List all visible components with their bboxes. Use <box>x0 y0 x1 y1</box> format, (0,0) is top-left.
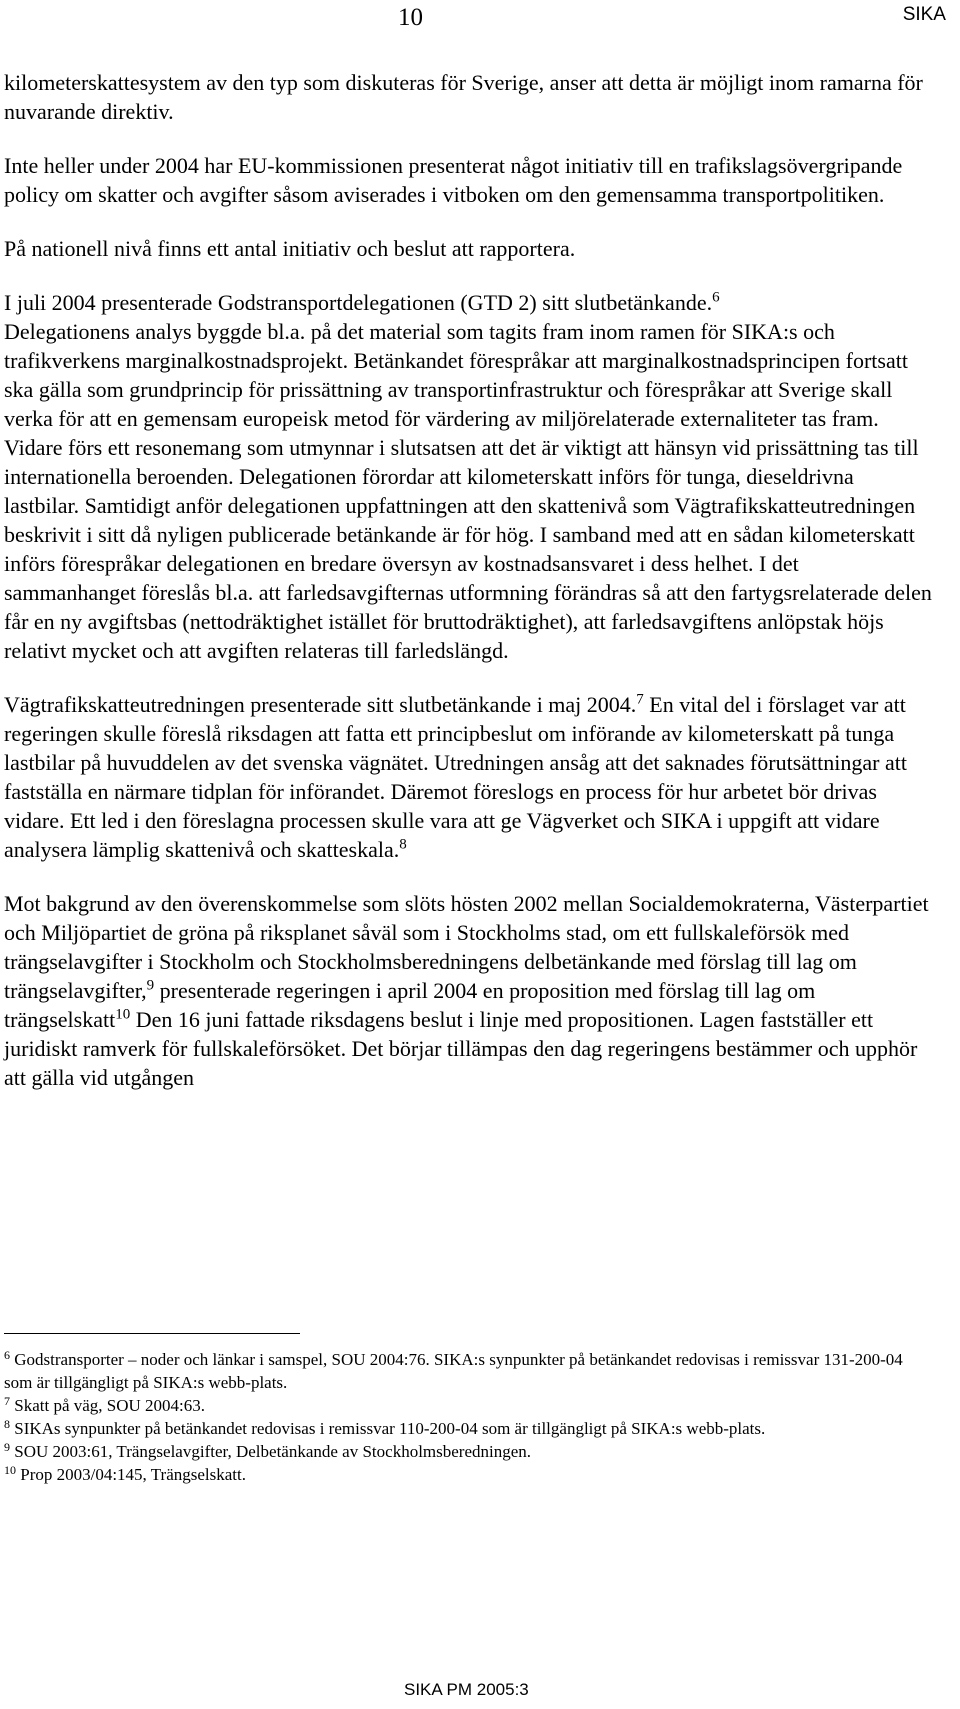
paragraph-4: Delegationens analys byggde bl.a. på det material som tagits fram inom ramen för SIKA:s och trafikverkens marginalkostnadsprojekt. Betänkandet förespråkar att marginalkostnadsprincipen fortsatt ska gälla som grundprincip för prissättning av transportinfrastruktur och förespråkar att Sverige skall verka för att en gemensam europeisk metod för värdering av miljörelaterade externaliteter tas fram. Vidare förs ett resonemang som utmynnar i slutsatsen att det är viktigt att hänsyn vid prissättning tas till internationella beroenden. Delegationen förordar att kilometerskatt införs för tunga, dieseldrivna lastbilar. Samtidigt anför delegationen uppfattningen att den skattenivå som Vägtrafikskatteutredningen beskrivit i sitt då nyligen publicerade betänkande är för hög. I samband med att en sådan kilometerskatt införs förespråkar delegationen en bredare översyn av kostnadsansvaret i dess helhet. I det sammanhanget föreslås bl.a. att farledsavgifternas utformning förändras så att den fartygsrelaterade delen får en ny avgiftsbas (nettodräktighet istället för bruttodräktighet), att farledsavgiftens anlöpstak höjs relativt mycket och att avgiften relateras till farledslängd. <box>4 319 932 663</box>
footnote-text: SIKAs synpunkter på betänkandet redovisas i remissvar 110-200-04 som är tillgängligt på SIKA:s webb-plats. <box>14 1419 766 1438</box>
footnote-number: 6 <box>4 1348 10 1362</box>
footnote-item <box>4 1348 934 1394</box>
footnote-number: 10 <box>4 1463 16 1477</box>
footnote-ref-9: 9 <box>146 977 155 994</box>
header-org-label: SIKA <box>902 4 946 25</box>
body-text <box>4 68 934 1117</box>
footnotes <box>4 1348 934 1486</box>
paragraph-4-lead <box>4 288 934 317</box>
paragraph-6 <box>4 889 934 1092</box>
footnote-item <box>4 1463 934 1486</box>
paragraph-3: På nationell nivå finns ett antal initiativ och beslut att rapportera. <box>4 236 576 261</box>
paragraph-5 <box>4 690 934 864</box>
footnote-text: SOU 2003:61, Trängselavgifter, Delbetänkande av Stockholmsberedningen. <box>14 1442 532 1461</box>
footnote-text: Godstransporter – noder och länkar i samspel, SOU 2004:76. SIKA:s synpunkter på betänkandet redovisas i remissvar 131-200-04 som är tillgängligt på SIKA:s webb-plats. <box>4 1350 903 1392</box>
footnote-ref-10: 10 <box>115 1006 131 1023</box>
paragraph-6-text-a: Mot bakgrund av den överenskommelse som slöts hösten 2002 mellan Socialdemokraterna, Västerpartiet och Miljöpartiet de gröna på riksplanet såväl som i Stockholms stad, om ett fullskaleförsök med trängselavgifter i Stockholm och Stockholmsberedningens delbetänkande med förslag till lag om trängselavgifter, <box>4 891 929 1003</box>
footnote-number: 8 <box>4 1417 10 1431</box>
footnote-ref-7: 7 <box>636 691 644 708</box>
footnote-item <box>4 1417 934 1440</box>
paragraph-2: Inte heller under 2004 har EU-kommissionen presenterat något initiativ till en trafikslagsövergripande policy om skatter och avgifter såsom aviserades i vitboken om den gemensamma transportpolitiken. <box>4 153 903 207</box>
paragraph-6-text-b: presenterade regeringen i april 2004 en proposition med förslag till lag om trängselskatt <box>4 978 816 1032</box>
paragraph-6-text-c: Den 16 juni fattade riksdagens beslut i linje med propositionen. Lagen fastställer ett juridiskt ramverk för fullskaleförsöket. Det börjar tillämpas den dag regeringens bestämmer och upphör att gälla vid utgången <box>4 1007 918 1090</box>
footnote-number: 9 <box>4 1440 10 1454</box>
footnote-ref-8: 8 <box>399 836 407 853</box>
footnote-divider <box>4 1333 300 1334</box>
footnote-text: Skatt på väg, SOU 2004:63. <box>14 1396 206 1415</box>
paragraph-5-text-a: Vägtrafikskatteutredningen presenterade sitt slutbetänkande i maj 2004. <box>4 692 637 717</box>
footnote-ref-6: 6 <box>712 289 720 306</box>
page-number: 10 <box>398 4 423 31</box>
paragraph-4-lead-text: I juli 2004 presenterade Godstransportdelegationen (GTD 2) sitt slutbetänkande. <box>4 290 713 315</box>
paragraph-5-text-b: En vital del i förslaget var att regeringen skulle föreslå riksdagen att fatta ett principbeslut om införande av kilometerskatt på tunga lastbilar på huvuddelen av det svenska vägnätet. Utredningen ansåg att det saknades förutsättningar att fastställa en närmare tidplan för införandet. Däremot föreslogs en process för hur arbetet bör drivas vidare. Ett led i den föreslagna processen skulle vara att ge Vägverket och SIKA i uppgift att vidare analysera lämplig skattenivå och skatteskala. <box>4 692 907 862</box>
footnote-number: 7 <box>4 1394 10 1408</box>
paragraph-1: kilometerskattesystem av den typ som diskuteras för Sverige, anser att detta är möjligt inom ramarna för nuvarande direktiv. <box>4 70 923 124</box>
footnote-item <box>4 1394 934 1417</box>
footnote-text: Prop 2003/04:145, Trängselskatt. <box>20 1465 246 1484</box>
footnote-item <box>4 1440 934 1463</box>
page-footer: SIKA PM 2005:3 <box>404 1680 529 1699</box>
